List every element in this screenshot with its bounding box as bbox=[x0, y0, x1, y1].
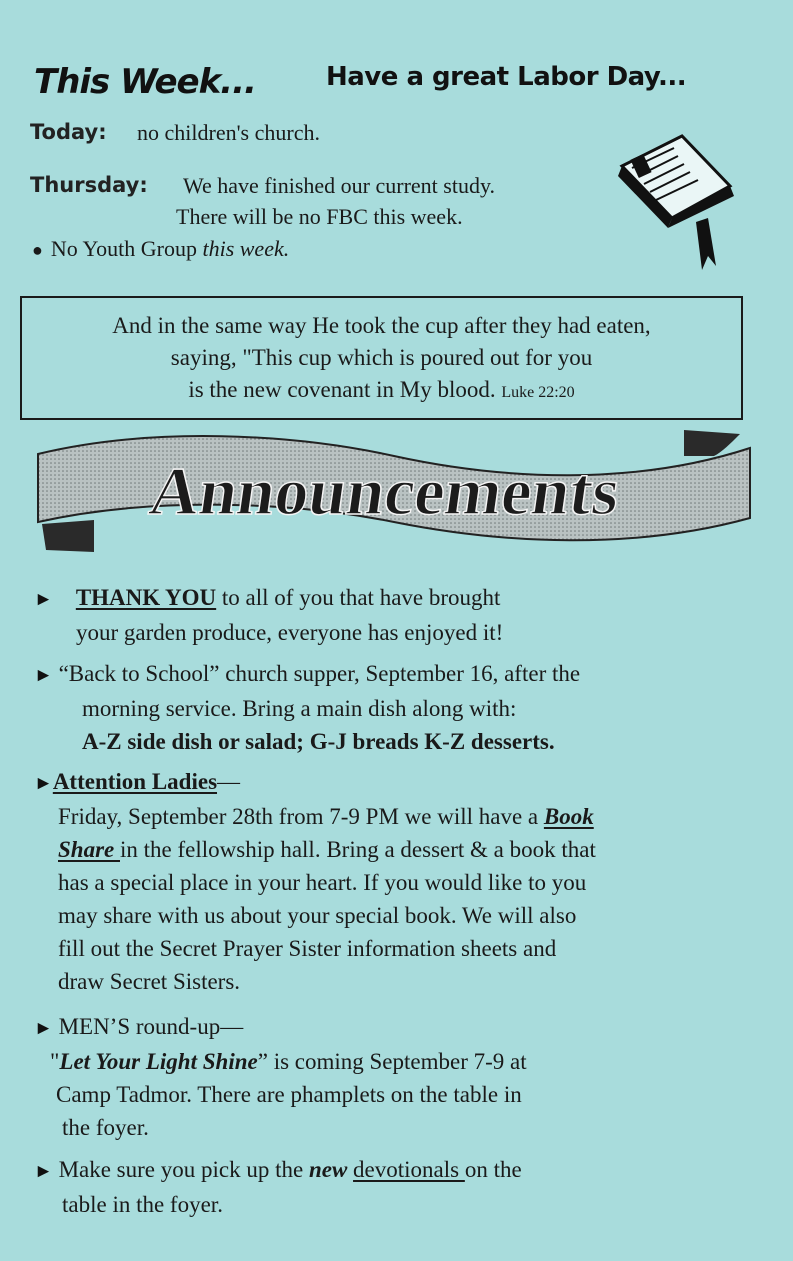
ladies-line-5: fill out the Secret Prayer Sister information sheets and bbox=[58, 936, 557, 961]
mens-line-1: is coming September 7-9 at bbox=[267, 1049, 527, 1074]
mens-title: MEN’S round-up— bbox=[58, 1014, 244, 1039]
book-share-word-2: Share bbox=[58, 837, 120, 862]
devotionals-new: new bbox=[308, 1157, 348, 1182]
announcement-ladies bbox=[34, 765, 596, 998]
devotionals-post: on the bbox=[464, 1157, 522, 1182]
devotionals-line-2: table in the foyer. bbox=[62, 1192, 223, 1217]
arrow-icon: ► bbox=[34, 589, 53, 610]
supper-line-2: morning service. Bring a main dish along with: bbox=[82, 696, 517, 721]
thursday-line-1: We have finished our current study. bbox=[183, 173, 496, 198]
youth-emphasis: this week. bbox=[202, 236, 290, 261]
ladies-line-2: in the fellowship hall. Bring a dessert & a book that bbox=[120, 837, 596, 862]
mens-event-name: Let Your Light Shine bbox=[59, 1049, 258, 1074]
arrow-icon: ► bbox=[34, 665, 53, 686]
scripture-box bbox=[20, 296, 743, 420]
mens-quote-close: ” bbox=[257, 1049, 268, 1074]
mens-line-3: the foyer. bbox=[62, 1115, 149, 1140]
announcement-mens-roundup bbox=[34, 1010, 527, 1144]
bullet-icon: ● bbox=[32, 240, 43, 260]
verse-line-2: saying, "This cup which is poured out for you bbox=[170, 345, 593, 370]
ladies-line-3: has a special place in your heart. If you would like to you bbox=[58, 870, 587, 895]
thank-you-title: THANK YOU bbox=[75, 585, 217, 610]
banner-title: Announcements bbox=[145, 453, 625, 529]
announcement-school-supper bbox=[34, 657, 580, 758]
ladies-line-6: draw Secret Sisters. bbox=[58, 969, 241, 994]
open-bible-icon bbox=[612, 126, 742, 276]
announcement-thank-you bbox=[34, 581, 503, 649]
thank-you-line-1: to all of you that have brought bbox=[216, 585, 501, 610]
mens-quote-open: " bbox=[50, 1049, 60, 1074]
thursday-line-2: There will be no FBC this week. bbox=[176, 204, 463, 229]
devotionals-word: devotionals bbox=[353, 1157, 465, 1182]
this-week-heading: This Week... bbox=[34, 62, 256, 102]
book-share-word-1: Book bbox=[543, 804, 594, 829]
verse-line-3 bbox=[22, 374, 741, 409]
thursday-label: Thursday: bbox=[30, 173, 148, 197]
today-text: no children's church. bbox=[137, 120, 320, 145]
announcements-banner bbox=[34, 426, 754, 556]
arrow-icon: ► bbox=[34, 1018, 53, 1039]
ladies-dash: — bbox=[217, 769, 241, 794]
ladies-line-4: may share with us about your special book. We will also bbox=[58, 903, 577, 928]
youth-group-note bbox=[32, 236, 289, 262]
verse-line-1: And in the same way He took the cup after they had eaten, bbox=[112, 313, 651, 338]
supper-line-3: A-Z side dish or salad; G-J breads K-Z desserts. bbox=[82, 729, 555, 754]
youth-text: No Youth Group bbox=[50, 236, 197, 261]
arrow-icon: ► bbox=[34, 1161, 53, 1182]
devotionals-pre: Make sure you pick up the bbox=[58, 1157, 309, 1182]
arrow-icon: ► bbox=[34, 773, 53, 794]
ladies-title: Attention Ladies bbox=[52, 769, 218, 794]
mens-line-2: Camp Tadmor. There are phamplets on the table in bbox=[56, 1082, 522, 1107]
ladies-line-1: Friday, September 28th from 7-9 PM we will have a bbox=[58, 804, 544, 829]
thank-you-line-2: your garden produce, everyone has enjoyed it! bbox=[76, 620, 504, 645]
supper-line-1: “Back to School” church supper, September 16, after the bbox=[58, 661, 581, 686]
announcement-devotionals bbox=[34, 1153, 522, 1221]
verse-reference: Luke 22:20 bbox=[501, 384, 575, 401]
today-label: Today: bbox=[30, 120, 107, 144]
verse-text-3: is the new covenant in My blood. bbox=[188, 377, 496, 402]
labor-day-heading: Have a great Labor Day... bbox=[326, 62, 687, 92]
